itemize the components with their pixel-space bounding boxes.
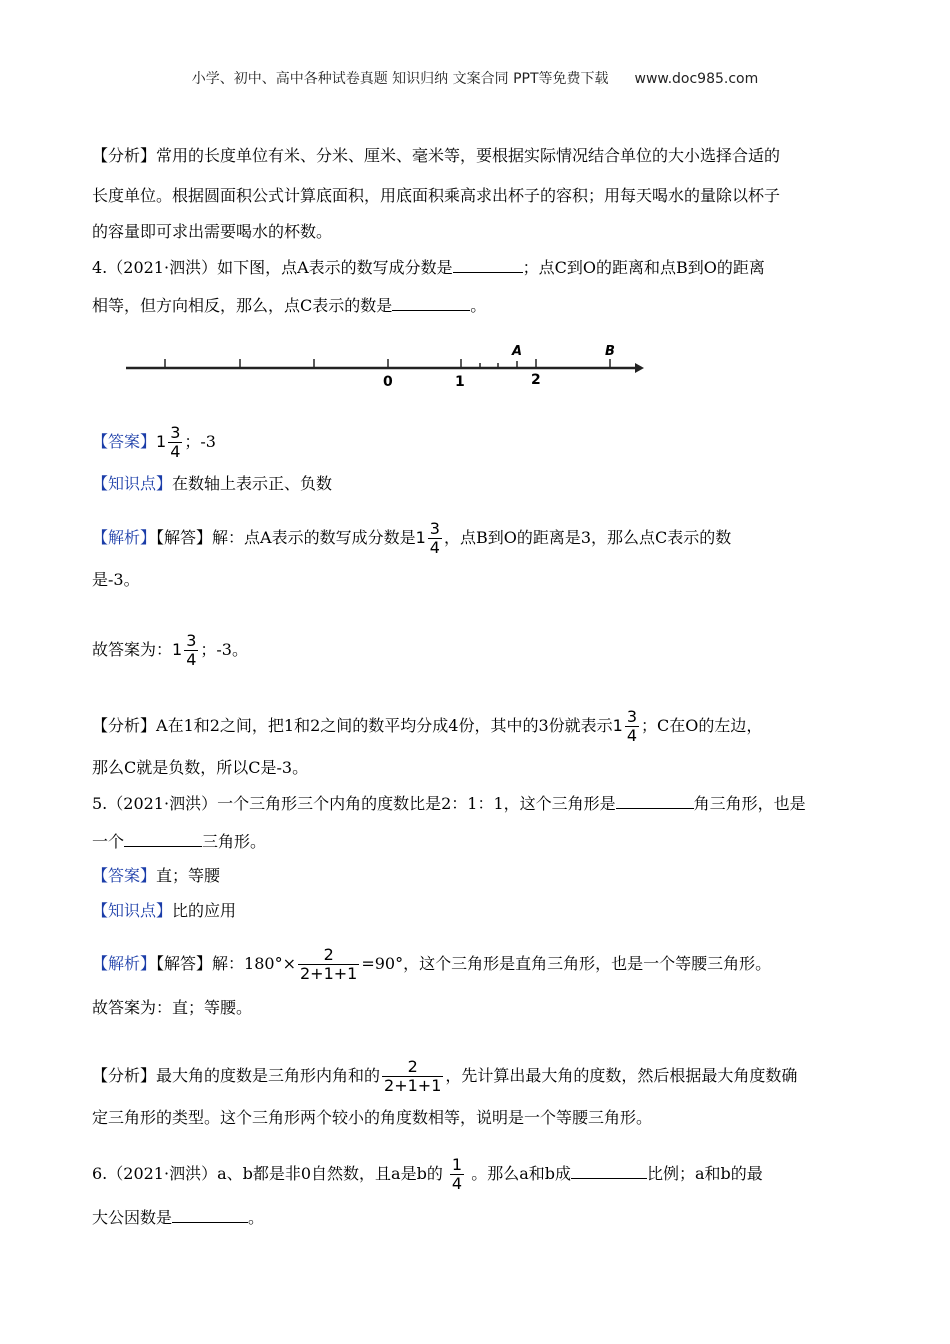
stem-text: 一个三角形三个内角的度数比是2：1：1，这个三角形是 — [217, 794, 616, 813]
question-source: （2021·泗洪） — [107, 258, 218, 277]
stem-text: 。 — [248, 1208, 265, 1227]
stem-text: a、b都是非0自然数，且a是b的 — [217, 1164, 443, 1183]
question-number: 4. — [92, 258, 108, 277]
label-B: B — [605, 344, 615, 359]
fraction — [382, 1058, 443, 1095]
fraction-denominator: 4 — [451, 1174, 463, 1193]
header-text: 小学、初中、高中各种试卷真题 知识归纳 文案合同 PPT等免费下载 — [191, 71, 609, 87]
number-line-figure — [120, 338, 650, 394]
fraction — [298, 946, 359, 983]
fraction — [184, 632, 198, 669]
fraction-denominator: 4 — [170, 442, 181, 461]
fraction — [428, 520, 442, 557]
answer-blank[interactable] — [616, 794, 694, 809]
fraction-denominator: 4 — [626, 726, 638, 745]
q5-analysis-line2: 定三角形的类型。这个三角形两个较小的角度数相等，说明是一个等腰三角形。 — [92, 1108, 653, 1127]
stem-text: 。那么a和b成 — [471, 1164, 571, 1183]
answer-blank[interactable] — [124, 832, 202, 847]
explanation-text: ，点B到O的距离是3，那么点C表示的数 — [443, 528, 732, 547]
answer-tag: 【答案】 — [92, 432, 157, 451]
question-source: （2021·泗洪） — [107, 794, 218, 813]
q5-knowledge-point — [92, 901, 236, 921]
jx-tag: 【解析】 — [92, 528, 157, 547]
q5-explanation — [92, 946, 771, 983]
answer-blank[interactable] — [172, 1208, 248, 1223]
axis-arrow — [635, 363, 644, 373]
fraction-numerator: 3 — [170, 423, 181, 442]
fraction-numerator: 2 — [382, 1058, 443, 1077]
kp-text: 比的应用 — [172, 901, 237, 920]
q5-analysis-line1 — [92, 1058, 797, 1095]
jx-tag: 【解析】 — [92, 954, 157, 973]
fraction-numerator: 3 — [626, 707, 638, 726]
fraction-denominator: 2+1+1 — [299, 964, 358, 983]
q3-analysis-line3: 的容量即可求出需要喝水的杯数。 — [92, 222, 333, 241]
analysis-tag: 【分析】 — [92, 146, 157, 165]
q4-explanation-line2: 是-3。 — [92, 570, 140, 589]
label-1: 1 — [455, 374, 465, 390]
q4-analysis-line1 — [92, 708, 762, 745]
answer-text: ；-3 — [184, 432, 216, 451]
fraction-denominator: 4 — [429, 538, 440, 557]
kp-tag: 【知识点】 — [92, 901, 173, 920]
q3-analysis-line1 — [92, 146, 780, 166]
analysis-tag: 【分析】 — [92, 1066, 157, 1085]
answer-blank[interactable] — [392, 296, 470, 311]
fraction-denominator: 4 — [186, 650, 197, 669]
explanation-text: 解：点A表示的数写成分数是 — [212, 528, 416, 547]
stem-text: ；点C到O的距离和点B到O的距离 — [522, 258, 765, 277]
label-0: 0 — [383, 374, 393, 390]
fraction — [625, 708, 639, 745]
stem-text: 一个 — [92, 832, 125, 851]
q4-answer — [92, 424, 216, 461]
kp-tag: 【知识点】 — [92, 474, 173, 493]
q6-stem-line1 — [92, 1156, 763, 1193]
final-text: ；-3。 — [200, 640, 248, 659]
jd-tag: 【解答】 — [156, 528, 213, 547]
stem-text: 角三角形，也是 — [693, 794, 806, 813]
explanation-text: =90°，这个三角形是直角三角形，也是一个等腰三角形。 — [361, 954, 772, 973]
stem-text: 相等，但方向相反，那么，点C表示的数是 — [92, 296, 393, 315]
kp-text: 在数轴上表示正、负数 — [172, 474, 333, 493]
label-2: 2 — [531, 372, 541, 388]
final-text: 故答案为： — [92, 640, 173, 659]
q5-stem-line2 — [92, 832, 266, 852]
fraction-numerator: 1 — [451, 1155, 463, 1174]
header-url[interactable]: www.doc985.com — [634, 71, 759, 87]
explanation-text: 解：180°× — [212, 954, 296, 973]
mixed-whole: 1 — [156, 432, 167, 451]
q4-explanation-line1 — [92, 520, 731, 557]
mixed-whole: 1 — [415, 528, 426, 547]
question-number: 6. — [92, 1164, 108, 1183]
q4-knowledge-point — [92, 474, 332, 494]
stem-text: 比例；a和b的最 — [647, 1164, 763, 1183]
question-number: 5. — [92, 794, 108, 813]
fraction-numerator: 3 — [429, 519, 440, 538]
answer-blank[interactable] — [453, 258, 523, 273]
q4-stem-line1 — [92, 258, 765, 278]
analysis-text: ；C在O的左边， — [641, 716, 763, 735]
stem-text: 大公因数是 — [92, 1208, 173, 1227]
analysis-tag: 【分析】 — [92, 716, 157, 735]
analysis-text: A在1和2之间，把1和2之间的数平均分成4份，其中的3份就表示 — [156, 716, 613, 735]
jd-tag: 【解答】 — [156, 954, 213, 973]
label-A: A — [512, 344, 523, 359]
q5-answer — [92, 866, 220, 886]
fraction-denominator: 2+1+1 — [384, 1076, 442, 1095]
q3-analysis-line2: 长度单位。根据圆面积公式计算底面积，用底面积乘高求出杯子的容积；用每天喝水的量除以杯子 — [92, 186, 781, 205]
mixed-whole: 1 — [612, 716, 623, 735]
stem-text: 如下图，点A表示的数写成分数是 — [217, 258, 453, 277]
q5-final-answer: 故答案为：直；等腰。 — [92, 998, 253, 1017]
answer-tag: 【答案】 — [92, 866, 157, 885]
answer-text: 直；等腰 — [156, 866, 221, 885]
q4-final-answer — [92, 632, 248, 669]
q4-stem-line2 — [92, 296, 486, 316]
answer-blank[interactable] — [571, 1164, 647, 1179]
page-header — [0, 68, 950, 88]
stem-text: 。 — [470, 296, 487, 315]
stem-text: 三角形。 — [202, 832, 267, 851]
q6-stem-line2 — [92, 1208, 264, 1228]
q5-stem-line1 — [92, 794, 806, 814]
fraction — [168, 424, 182, 461]
question-source: （2021·泗洪） — [107, 1164, 218, 1183]
q4-analysis-line2: 那么C就是负数，所以C是-3。 — [92, 758, 309, 777]
mixed-whole: 1 — [172, 640, 183, 659]
analysis-text: 最大角的度数是三角形内角和的 — [156, 1066, 381, 1085]
fraction-numerator: 2 — [298, 946, 359, 965]
analysis-text: 常用的长度单位有米、分米、厘米、毫米等，要根据实际情况结合单位的大小选择合适的 — [156, 146, 781, 165]
analysis-text: ，先计算出最大角的度数，然后根据最大角度数确 — [445, 1066, 798, 1085]
fraction — [450, 1156, 464, 1193]
fraction-numerator: 3 — [186, 631, 197, 650]
